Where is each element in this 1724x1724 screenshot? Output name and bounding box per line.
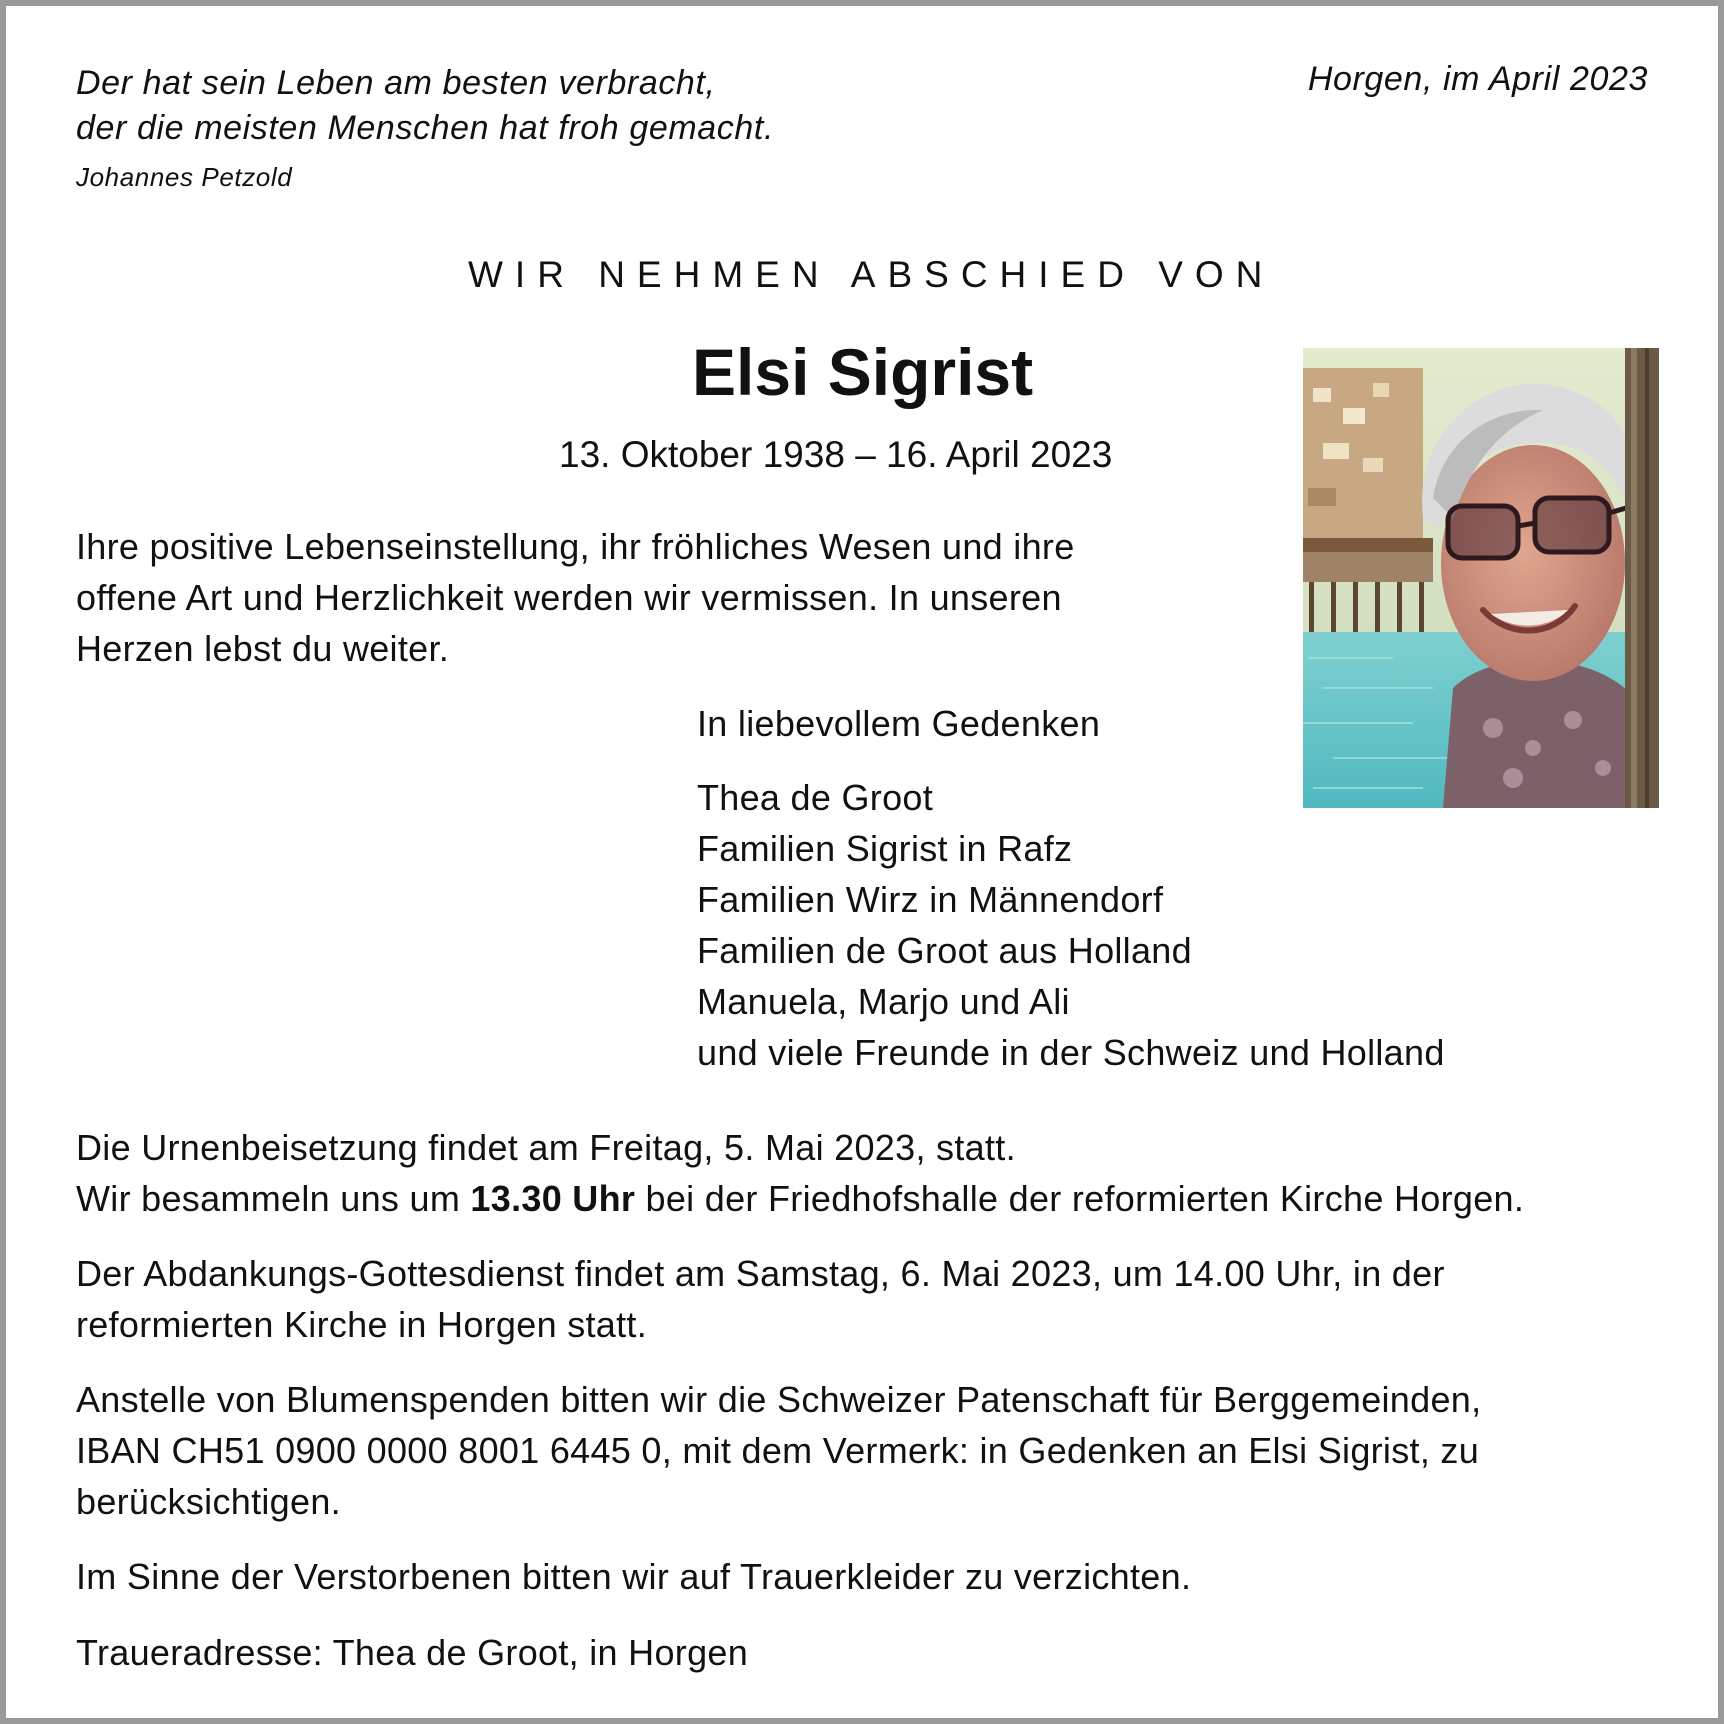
place-date: Horgen, im April 2023	[1307, 60, 1648, 98]
quote-line-2: der die meisten Menschen hat froh gemacht.	[76, 109, 775, 147]
attire-note	[76, 1551, 1191, 1602]
deceased-name: Elsi Sigrist	[692, 335, 1034, 409]
quote-author: Johannes Petzold	[76, 162, 293, 192]
farewell-heading: WIR NEHMEN ABSCHIED VON	[468, 254, 1275, 295]
remembrance-line	[697, 698, 1100, 749]
service-line: reformierten Kirche in Horgen statt.	[76, 1304, 648, 1345]
mourner: Thea de Groot	[697, 777, 934, 818]
service-line: Der Abdankungs-Gottesdienst findet am Samstag, 6. Mai 2023, um 14.00 Uhr, in der	[76, 1253, 1445, 1294]
burial-text: Wir besammeln uns um	[76, 1178, 471, 1219]
donation-line: Anstelle von Blumenspenden bitten wir die Schweizer Patenschaft für Berggemeinden,	[76, 1379, 1482, 1420]
donation-info	[76, 1374, 1481, 1527]
quote-line-1: Der hat sein Leben am besten verbracht,	[76, 64, 716, 102]
mourning-address	[76, 1627, 748, 1678]
remembrance-text: In liebevollem Gedenken	[697, 703, 1101, 744]
life-dates: 13. Oktober 1938 – 16. April 2023	[559, 434, 1113, 475]
burial-text: bei der Friedhofshalle der reformierten Kirche Horgen.	[635, 1178, 1525, 1219]
tribute-text	[76, 521, 1075, 674]
mourner: und viele Freunde in der Schweiz und Holland	[697, 1032, 1445, 1073]
service-info	[76, 1248, 1445, 1350]
burial-line-2	[76, 1173, 1524, 1224]
attire-note-text: Im Sinne der Verstorbenen bitten wir auf Trauerkleider zu verzichten.	[76, 1556, 1192, 1597]
burial-line-1: Die Urnenbeisetzung findet am Freitag, 5. Mai 2023, statt.	[76, 1127, 1016, 1168]
mourner: Manuela, Marjo und Ali	[697, 981, 1070, 1022]
portrait-photo	[1303, 348, 1659, 808]
mourner: Familien Wirz in Männendorf	[697, 879, 1164, 920]
burial-time: 13.30 Uhr	[470, 1178, 636, 1219]
tribute-line: offene Art und Herzlichkeit werden wir vermissen. In unseren	[76, 577, 1062, 618]
tribute-line: Herzen lebst du weiter.	[76, 628, 450, 669]
burial-info	[76, 1122, 1524, 1224]
mourners-list	[697, 772, 1445, 1078]
donation-line: berücksichtigen.	[76, 1481, 341, 1522]
mourning-address-text: Traueradresse: Thea de Groot, in Horgen	[76, 1632, 749, 1673]
donation-line: IBAN CH51 0900 0000 8001 6445 0, mit dem Vermerk: in Gedenken an Elsi Sigrist, zu	[76, 1430, 1480, 1471]
mourner: Familien de Groot aus Holland	[697, 930, 1192, 971]
tribute-line: Ihre positive Lebenseinstellung, ihr fröhliches Wesen und ihre	[76, 526, 1075, 567]
mourner: Familien Sigrist in Rafz	[697, 828, 1073, 869]
